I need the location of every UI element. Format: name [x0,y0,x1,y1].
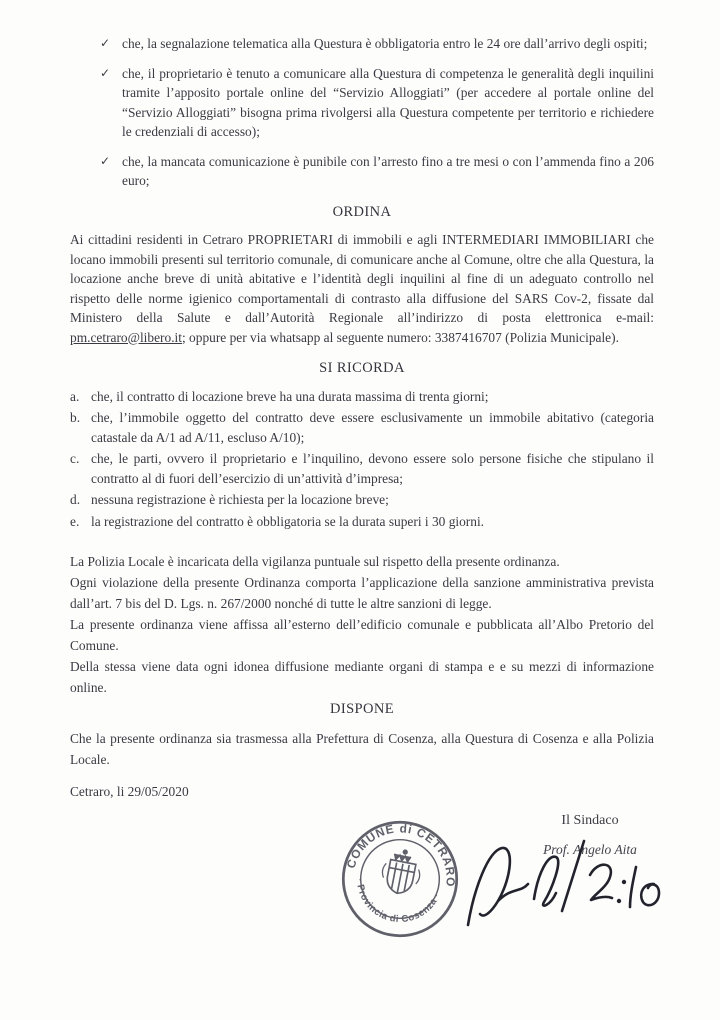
si-ricorda-heading: SI RICORDA [319,360,405,376]
closing-paragraph: La Polizia Locale è incaricata della vigilanza puntuale sul rispetto della presente ordinanza. [70,554,560,569]
list-item [70,449,654,488]
list-marker: b. [70,410,81,425]
premise-item [70,64,654,142]
list-item-text: che, il contratto di locazione breve ha una durata massima di trenta giorni; [91,388,489,404]
list-marker: a. [70,388,80,404]
handwritten-signature [458,827,688,937]
list-marker: e. [70,513,80,529]
premises-list [70,34,654,191]
checkmark-icon: ✓ [100,153,111,168]
ordina-body-text-after: ; oppure per via whatsapp al seguente numero: 3387416707 (Polizia Municipale). [181,329,619,345]
municipal-stamp-seal [336,815,464,943]
list-item [70,490,654,510]
signature-area [70,809,654,989]
list-item [70,512,654,532]
list-item [70,387,654,407]
ordina-body-text: Ai cittadini residenti in Cetraro PROPRIETARI di immobili e agli INTERMEDIARI IMMOBILIARI che locano immobili presenti sul territorio comunale, di comunicare anche al Comune, oltre che alla Questura, la locazione anche breve di unità abitative e l’identità degli inquilini al fine di un adeguato controllo nel rispetto delle norme igienico comportamentali di contrasto alla diffusione del SARS Cov-2, fissate dal Ministero della Salute e dall’Autorità Regionale all’indirizzo di posta elettronica e-mail: [70,232,654,325]
list-item-text: nessuna registrazione è richiesta per la locazione breve; [91,492,389,507]
premise-text: che, il proprietario è tenuto a comunicare alla Questura di competenza le generalità degli inquilini tramite l’apposito portale online del “Servizio Alloggiati” (per accedere al portale online del “Servizio Alloggiati” bisogna prima rivolgersi alla Questura competente per territorio e richiedere le credenziali di accesso); [122,65,654,139]
premise-item [70,34,654,54]
signature-block [496,811,684,859]
dispone-body: Che la presente ordinanza sia trasmessa alla Prefettura di Cosenza, alla Questura di Cosenza e alla Polizia Locale. [70,730,654,767]
list-item-text: che, l’immobile oggetto del contratto deve essere esclusivamente un immobile abitativo (categoria catastale da A/1 ad A/11, escluso A/10); [91,410,654,445]
list-marker: c. [70,451,80,466]
list-item [70,408,654,447]
list-item-text: che, le parti, ovvero il proprietario e l’inquilino, devono essere solo persone fisiche che stipulano il contratto al di fuori dell’esercizio di un’attività d’impresa; [91,451,654,486]
coat-of-arms-icon [379,847,424,897]
dispone-heading: DISPONE [329,701,395,717]
stamp-bottom-text: · Provincia di Cosenza · [353,878,443,926]
premise-text: che, la mancata comunicazione è punibile con l’arresto fino a tre mesi o con l’ammenda fino a 206 euro; [122,153,654,188]
closing-paragraph: Ogni violazione della presente Ordinanza comporta l’applicazione della sanzione amministrativa prevista dall’art. 7 bis del D. Lgs. n. 267/2000 nonché di tutte le altre sanzioni di legge. [70,575,654,611]
closing-paragraph: La presente ordinanza viene affissa all’esterno dell’edificio comunale e pubblicata all’Albo Pretorio del Comune. [70,617,654,653]
email-link[interactable]: pm.cetraro@libero.it [70,329,182,345]
checkmark-icon: ✓ [100,36,111,50]
ordina-body [70,230,654,347]
premise-text: che, la segnalazione telematica alla Questura è obbligatoria entro le 24 ore dall’arrivo degli ospiti; [122,36,648,51]
checkmark-icon: ✓ [100,65,111,80]
svg-text:· Provincia di Cosenza · [347,876,443,933]
si-ricorda-list [70,387,654,532]
closing-paragraph: Della stessa viene data ogni idonea diffusione mediante organi di stampa e e su mezzi di informazione online. [70,659,654,695]
dateline: Cetraro, li 29/05/2020 [70,783,189,799]
list-item-text: la registrazione del contratto è obbligatoria se la durata superi i 30 giorni. [91,513,485,529]
stamp-top-text: COMUNE di CETRARO [343,821,458,888]
ordina-heading: ORDINA [332,203,392,220]
closing-paragraphs [70,551,654,698]
premise-item [70,152,654,191]
signer-role: Il Sindaco [561,813,619,828]
list-marker: d. [70,492,81,507]
signer-name: Prof. Angelo Aita [543,841,637,857]
